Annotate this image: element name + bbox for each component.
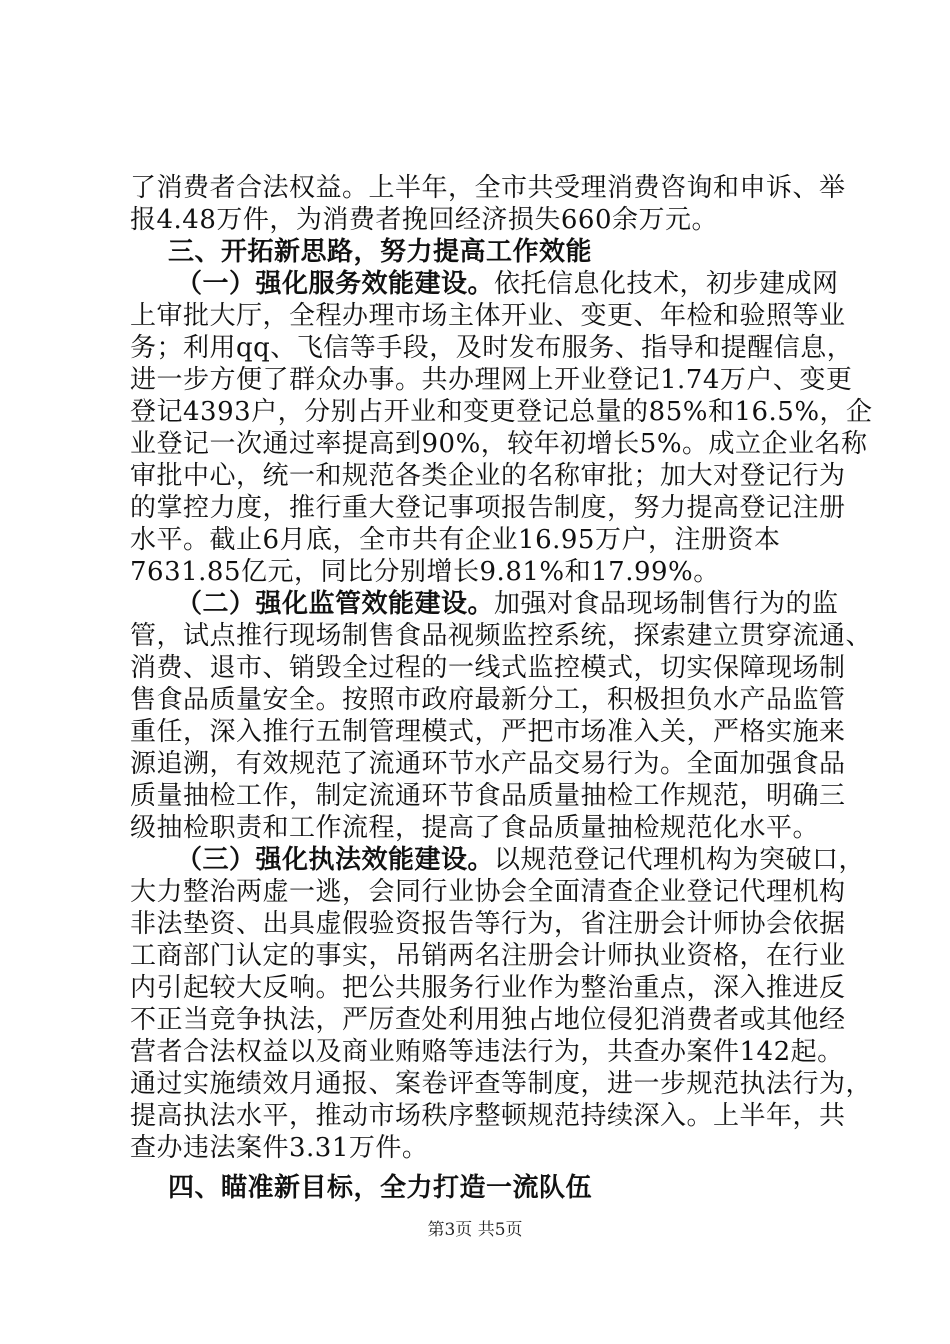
body-line: 审批中心，统一和规范各类企业的名称审批；加大对登记行为 bbox=[130, 461, 846, 491]
body-line: 非法垫资、出具虚假验资报告等行为，省注册会计师协会依据 bbox=[130, 909, 846, 939]
section-heading: 三、开拓新思路，努力提高工作效能 bbox=[168, 237, 593, 267]
page-number-footer: 第3页 共5页 bbox=[427, 1220, 523, 1240]
body-line: 大力整治两虚一逃，会同行业协会全面清查企业登记代理机构 bbox=[130, 877, 846, 907]
paragraph-lead: （一）强化服务效能建设。 bbox=[176, 269, 495, 299]
paragraph-start bbox=[130, 844, 866, 876]
body-line: 务；利用qq、飞信等手段，及时发布服务、指导和提醒信息， bbox=[130, 333, 854, 363]
body-line: 7631.85亿元，同比分别增长9.81%和17.99%。 bbox=[130, 557, 720, 587]
body-line: 重任，深入推行五制管理模式，严把市场准入关，严格实施来 bbox=[130, 717, 846, 747]
body-line: 消费、退市、销毁全过程的一线式监控模式，切实保障现场制 bbox=[130, 653, 846, 683]
body-line: 通过实施绩效月通报、案卷评查等制度，进一步规范执法行为， bbox=[130, 1069, 873, 1099]
body-line: 上审批大厅，全程办理市场主体开业、变更、年检和验照等业 bbox=[130, 301, 846, 331]
body-line: 的掌控力度，推行重大登记事项报告制度，努力提高登记注册 bbox=[130, 493, 846, 523]
body-line: 业登记一次通过率提高到90%，较年初增长5%。成立企业名称 bbox=[130, 429, 868, 459]
body-line: 级抽检职责和工作流程，提高了食品质量抽检规范化水平。 bbox=[130, 813, 820, 843]
body-line: 营者合法权益以及商业贿赂等违法行为，共查办案件142起。 bbox=[130, 1037, 844, 1067]
body-line: 查办违法案件3.31万件。 bbox=[130, 1133, 429, 1163]
body-line: 报4.48万件，为消费者挽回经济损失660余万元。 bbox=[130, 205, 719, 235]
paragraph-text: 依托信息化技术，初步建成网 bbox=[494, 269, 839, 299]
body-line: 售食品质量安全。按照市政府最新分工，积极担负水产品监管 bbox=[130, 685, 846, 715]
body-line: 了消费者合法权益。上半年，全市共受理消费咨询和申诉、举 bbox=[130, 173, 846, 203]
paragraph-text: 以规范登记代理机构为突破口， bbox=[494, 845, 866, 875]
body-line: 内引起较大反响。把公共服务行业作为整治重点，深入推进反 bbox=[130, 973, 846, 1003]
body-line: 不正当竞争执法，严厉查处利用独占地位侵犯消费者或其他经 bbox=[130, 1005, 846, 1035]
body-line: 提高执法水平，推动市场秩序整顿规范持续深入。上半年，共 bbox=[130, 1101, 846, 1131]
paragraph-text: 加强对食品现场制售行为的监 bbox=[494, 589, 839, 619]
body-line: 进一步方便了群众办事。共办理网上开业登记1.74万户、变更 bbox=[130, 365, 853, 395]
document-body bbox=[130, 172, 873, 1204]
body-line: 源追溯，有效规范了流通环节水产品交易行为。全面加强食品 bbox=[130, 749, 846, 779]
body-line: 管，试点推行现场制售食品视频监控系统，探索建立贯穿流通、 bbox=[130, 621, 873, 651]
paragraph-lead: （三）强化执法效能建设。 bbox=[176, 845, 495, 875]
body-line: 登记4393户，分别占开业和变更登记总量的85%和16.5%，企 bbox=[130, 397, 873, 427]
body-line: 水平。截止6月底，全市共有企业16.95万户，注册资本 bbox=[130, 525, 781, 555]
paragraph-lead: （二）强化监管效能建设。 bbox=[176, 589, 495, 619]
body-line: 质量抽检工作，制定流通环节食品质量抽检工作规范，明确三 bbox=[130, 781, 846, 811]
section-heading: 四、瞄准新目标，全力打造一流队伍 bbox=[168, 1173, 593, 1203]
paragraph-start bbox=[130, 268, 839, 300]
paragraph-start bbox=[130, 588, 839, 620]
body-line: 工商部门认定的事实，吊销两名注册会计师执业资格，在行业 bbox=[130, 941, 846, 971]
